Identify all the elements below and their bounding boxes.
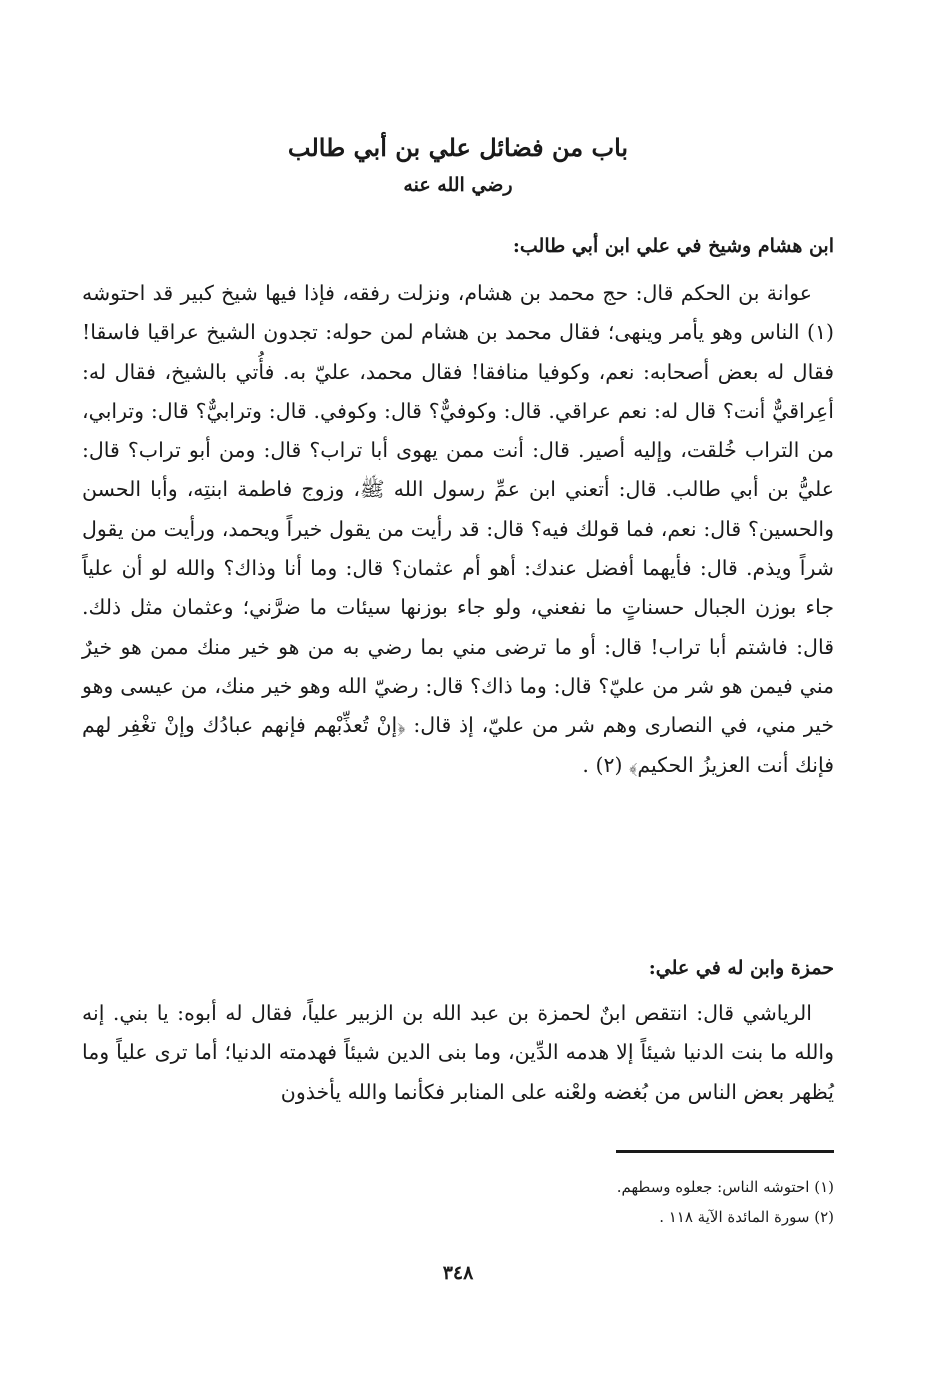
section-heading: حمزة وابن له في علي: <box>648 957 834 979</box>
footnote-divider <box>616 1150 834 1153</box>
book-page <box>82 0 834 1377</box>
section-hamza <box>82 950 834 1112</box>
page-number: ٣٤٨ <box>442 1262 474 1284</box>
section-body: عوانة بن الحكم قال: حج محمد بن هشام، ونزلت رفقه، فإذا فيها شيخ كبير قد احتوشه (١) الناس وهو يأمر وينهى؛ فقال محمد بن هشام لمن حوله: تجدون الشيخ عراقيا فاسقا! فقال له بعض أصحابه: نعم، وكوفيا منافقا! فقال محمد، عليّ به. فأُتي بالشيخ، فقال له: أعِراقيٌّ أنت؟ قال له: نعم عراقي. قال: وكوفيٌّ؟ قال: وكوفي. قال: وترابيٌّ؟ قال: وترابي، من التراب خُلقت، وإليه أصير. قال: أنت ممن يهوى أبا تراب؟ قال: ومن أبو تراب؟ قال: عليُّ بن أبي طالب. قال: أتعني ابن عمِّ رسول الله ﷺ، وزوج فاطمة ابنتِه، وأبا الحسن والحسين؟ قال: نعم، فما قولك فيه؟ قال: قد رأيت من يقول خيراً ويحمد، ورأيت من يقول شراً ويذم. قال: فأيهما أفضل عندك: أهو أم عثمان؟ قال: وما أنا وذاك؟ والله لو أن علياً جاء بوزن الجبال حسناتٍ ما نفعني، ولو جاء بوزنها سيئات ما ضرَّني؛ وعثمان مثل ذلك. قال: فاشتم أبا تراب! قال: أو ما ترضى مني بما رضي به من هو خير منك ممن هو خيرٌ مني فيمن هو شر من عليّ؟ قال: وما ذاك؟ قال: رضيّ الله وهو خير منك، من عيسى وهو خير مني، في النصارى وهم شر من عليّ، إذ قال: ﴿إنْ تُعذِّبْهم فإنهم عبادُك وإنْ تغْفِر لهم فإنك أنت العزيزُ الحكيم﴾ (٢) . <box>82 281 834 777</box>
footnote-2: (٢) سورة المائدة الآية ١١٨ . <box>659 1208 834 1226</box>
section-ibn-hisham <box>82 228 834 785</box>
chapter-title: باب من فضائل علي بن أبي طالب <box>287 133 629 163</box>
footnotes <box>82 1172 834 1232</box>
chapter-subtitle: رضي الله عنه <box>403 174 513 196</box>
footnote-1: (١) احتوشه الناس: جعلوه وسطهم. <box>616 1178 834 1196</box>
section-heading: ابن هشام وشيخ في علي ابن أبي طالب: <box>512 235 834 257</box>
section-body: الرياشي قال: انتقص ابنٌ لحمزة بن عبد الله بن الزبير علياً، فقال له أبوه: يا بني. إنه والله ما بنت الدنيا شيئاً إلا هدمه الدِّين، وما بنى الدين شيئاً فهدمته الدنيا؛ أما ترى علياً وما يُظهر بعض الناس من بُغضه ولعْنه على المنابر فكأنما والله يأخذون <box>82 1001 834 1104</box>
